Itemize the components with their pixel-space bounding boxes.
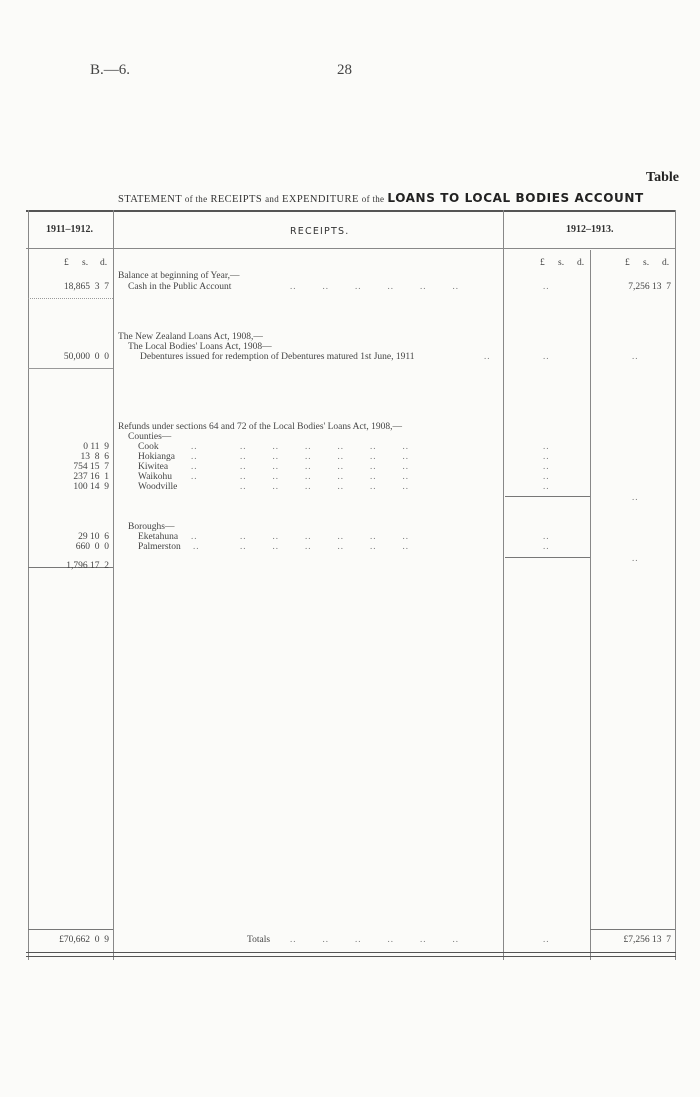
leader-dots: .. [193, 541, 200, 551]
rule-left-sep [28, 298, 113, 299]
column-heading-receipts: RECEIPTS. [290, 226, 350, 237]
leader-dots: .. [191, 451, 198, 461]
balance-amount-1912: 7,256 13 7 [628, 282, 671, 292]
pence-label: d. [662, 258, 670, 268]
column-heading-1912-1913: 1912–1913. [566, 224, 614, 235]
county-amount: 13 8 6 [80, 452, 109, 462]
borough-name: Eketahuna [138, 532, 179, 542]
statement-title [118, 191, 644, 205]
county-amount: 754 15 7 [73, 462, 109, 472]
pence-label: d. [577, 258, 585, 268]
leader-dots: .. [191, 531, 198, 541]
refunds-heading: Refunds under sections 64 and 72 of the Local Bodies' Loans Act, 1908,— [118, 422, 403, 432]
balance-amount-1911: 18,865 3 7 [63, 282, 109, 292]
rule-total-left [28, 929, 113, 930]
borough-name: Palmerston [138, 542, 181, 552]
counties-label: Counties— [128, 432, 172, 442]
leader-dots: .. [484, 351, 491, 361]
leader-dots: .. [543, 451, 550, 461]
loans-act-heading: The New Zealand Loans Act, 1908,— [118, 332, 263, 342]
shillings-label: s. [82, 258, 89, 268]
title-part: of the [361, 194, 385, 204]
balance-heading: Balance at beginning of Year,— [118, 271, 240, 281]
leader-dots: .. [632, 492, 639, 502]
county-amount: 0 11 9 [83, 442, 109, 452]
county-amount: 100 14 9 [73, 482, 109, 492]
leader-dots: .. .. .. .. .. .. [240, 531, 409, 541]
leader-dots: .. .. .. .. .. .. [240, 481, 409, 491]
leader-dots: .. [543, 541, 550, 551]
leader-dots: .. .. .. .. .. .. [240, 541, 409, 551]
leader-dots: .. [191, 441, 198, 451]
title-part: STATEMENT [118, 194, 182, 205]
county-name: Kiwitea [138, 462, 169, 472]
table-label: Table [646, 170, 679, 185]
rule-left [28, 210, 29, 960]
title-part: EXPENDITURE [282, 194, 359, 205]
leader-dots: .. [543, 281, 550, 291]
pound-label: £ [625, 258, 630, 268]
loans-act-subheading: The Local Bodies' Loans Act, 1908— [128, 342, 272, 352]
county-name: Hokianga [138, 452, 175, 462]
leader-dots: .. [191, 471, 198, 481]
debentures-amount-1911: 50,000 0 0 [63, 352, 109, 362]
leader-dots: .. [543, 351, 550, 361]
leader-dots: .. [632, 351, 639, 361]
rule-top [26, 210, 676, 212]
leader-dots: .. .. .. .. .. .. [240, 441, 409, 451]
pound-label: £ [64, 258, 69, 268]
leader-dots: .. .. .. .. .. .. [240, 461, 409, 471]
leader-dots: .. .. .. .. .. .. [290, 281, 459, 291]
rule-bottom-double [26, 956, 676, 957]
leader-dots: .. [632, 553, 639, 563]
rule-col3 [590, 250, 591, 960]
leader-dots: .. [191, 461, 198, 471]
leader-dots: .. [543, 461, 550, 471]
county-name: Waikohu [138, 472, 173, 482]
pound-label: £ [540, 258, 545, 268]
debentures-line: Debentures issued for redemption of Debentures matured 1st June, 1911 [140, 352, 415, 362]
title-account-name: LOANS TO LOCAL BODIES ACCOUNT [387, 191, 644, 205]
rule-sub-boroughs [505, 557, 590, 558]
borough-amount: 29 10 6 [78, 532, 109, 542]
shillings-label: s. [558, 258, 565, 268]
rule-sub-counties [505, 496, 590, 497]
title-part: RECEIPTS [210, 194, 263, 205]
leader-dots: .. .. .. .. .. .. [240, 471, 409, 481]
leader-dots: .. [543, 471, 550, 481]
rule-col1 [113, 210, 114, 960]
county-name: Cook [138, 442, 159, 452]
title-part: and [265, 194, 279, 204]
leader-dots: .. [543, 531, 550, 541]
page-number: 28 [337, 62, 352, 78]
leader-dots: .. [543, 481, 550, 491]
rule-total-right [590, 929, 675, 930]
refunds-subtotal-1911: 1,796 17 2 [66, 561, 109, 571]
boroughs-label: Boroughs— [128, 522, 175, 532]
column-heading-1911-1912: 1911–1912. [46, 224, 93, 235]
rule-bottom [26, 952, 676, 953]
document-reference: B.—6. [90, 62, 131, 78]
leader-dots: .. .. .. .. .. .. [240, 451, 409, 461]
title-part: of the [184, 194, 208, 204]
totals-amount-1911: £70,662 0 9 [59, 935, 109, 945]
rule-col2 [503, 210, 504, 960]
balance-line: Cash in the Public Account [128, 282, 232, 292]
county-amount: 237 16 1 [73, 472, 109, 482]
borough-amount: 660 0 0 [75, 542, 109, 552]
county-name: Woodville [138, 482, 178, 492]
rule-header [26, 248, 676, 249]
leader-dots: .. [543, 441, 550, 451]
leader-dots: .. .. .. .. .. .. [290, 934, 459, 944]
rule-right [675, 210, 676, 960]
leader-dots: .. [543, 934, 550, 944]
totals-label: Totals [247, 935, 271, 945]
pence-label: d. [100, 258, 108, 268]
shillings-label: s. [643, 258, 650, 268]
rule-left-sep [28, 368, 113, 369]
totals-amount-1912: £7,256 13 7 [623, 935, 671, 945]
